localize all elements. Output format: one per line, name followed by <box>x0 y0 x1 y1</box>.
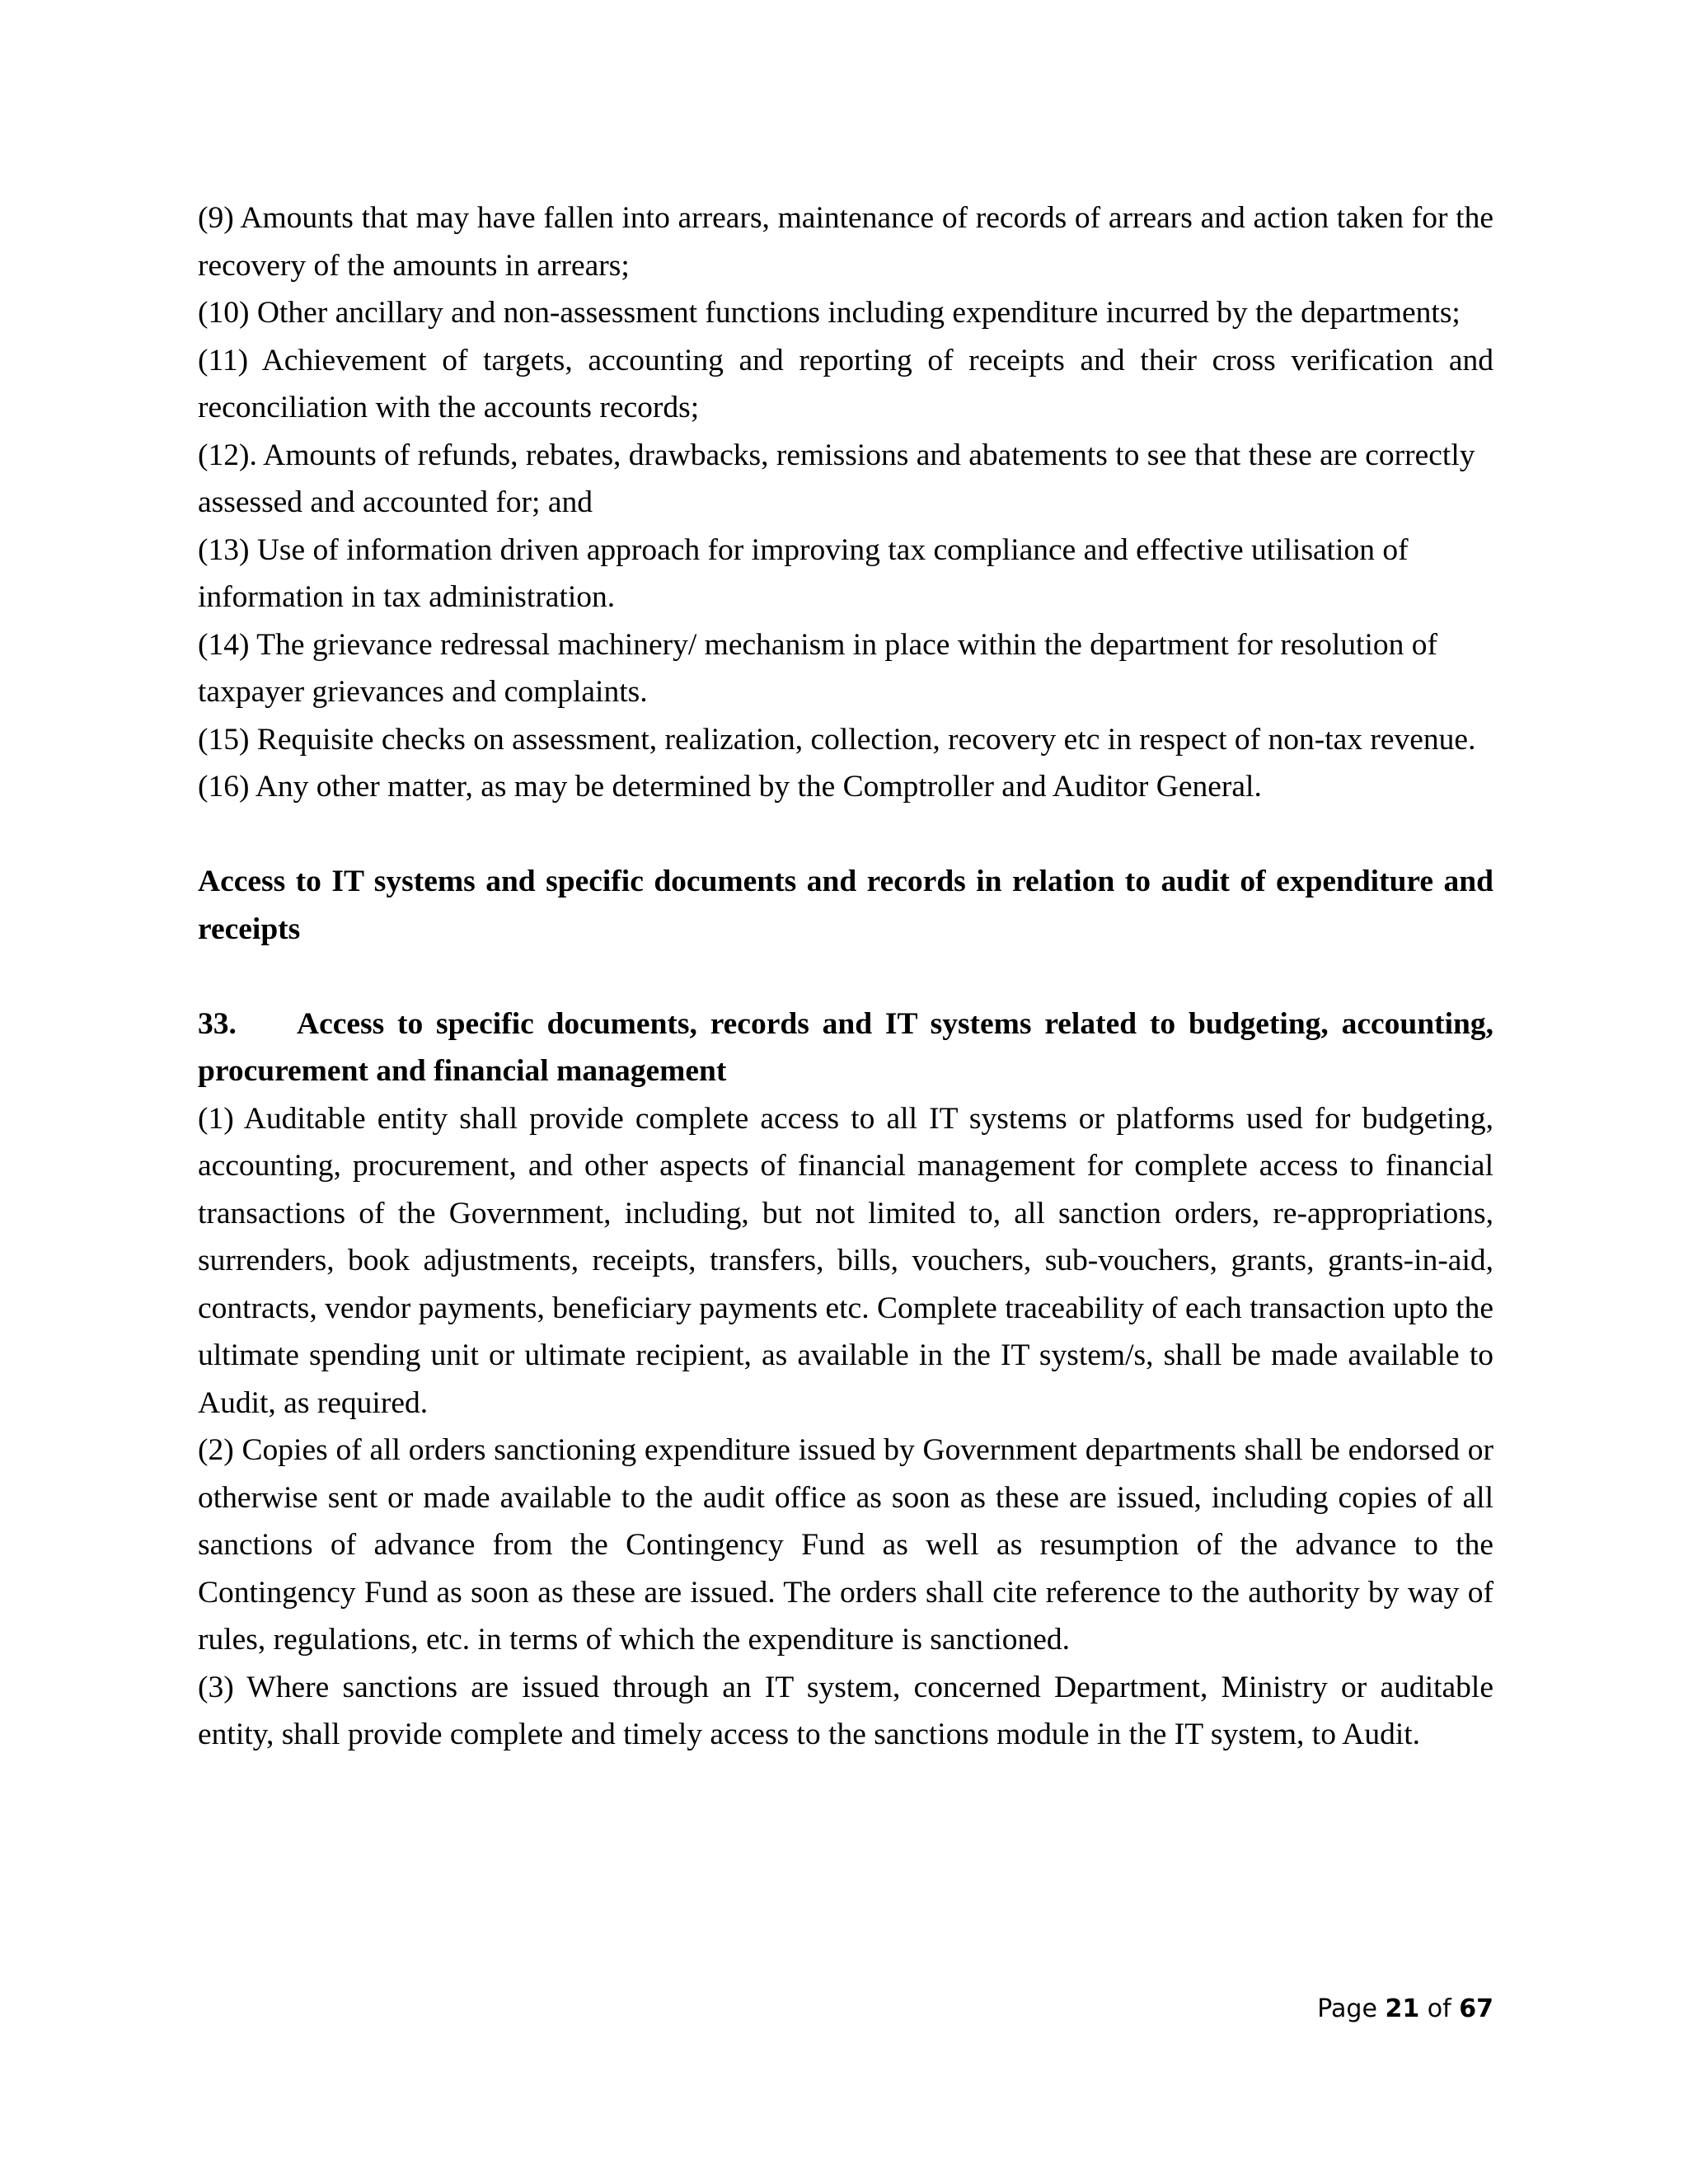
page-number: 21 <box>1385 1994 1420 2023</box>
list-item-13: (13) Use of information driven approach for improving tax compliance and effective utilisation of information in tax administration. <box>198 532 1409 614</box>
list-item-12: (12). Amounts of refunds, rebates, drawbacks, remissions and abatements to see that these are correctly assessed and accounted for; and <box>198 438 1475 519</box>
list-item-11: (11) Achievement of targets, accounting and reporting of receipts and their cross verification and reconciliation with the accounts records; <box>198 343 1493 424</box>
list-item-14: (14) The grievance redressal machinery/ mechanism in place within the department for resolution of taxpayer grievances and complaints. <box>198 627 1437 709</box>
section-title-text: Access to specific documents, records and IT systems related to budgeting, accounting, procurement and financial management <box>198 1006 1493 1088</box>
page-footer <box>1317 1993 1493 2026</box>
total-pages: 67 <box>1459 1994 1493 2023</box>
page-label: Page <box>1317 1994 1377 2023</box>
list-item-15: (15) Requisite checks on assessment, realization, collection, recovery etc in respect of non-tax revenue. <box>198 722 1476 757</box>
section-33-para-1: (1) Auditable entity shall provide complete access to all IT systems or platforms used for budgeting, accounting, procurement, and other aspects of financial management for complete access to financial transactions of the Government, including, but not limited to, all sanction orders, re-appropriations, surrenders, book adjustments, receipts, transfers, bills, vouchers, sub-vouchers, grants, grants-in-aid, contracts, vendor payments, beneficiary payments etc. Complete traceability of each transaction upto the ultimate spending unit or ultimate recipient, as available in the IT system/s, shall be made available to Audit, as required. <box>198 1101 1493 1420</box>
list-item-16: (16) Any other matter, as may be determined by the Comptroller and Auditor General. <box>198 770 1262 804</box>
list-item-10: (10) Other ancillary and non-assessment functions including expenditure incurred by the departments; <box>198 296 1461 330</box>
section-33-title <box>198 1001 1493 1095</box>
section-heading: Access to IT systems and specific documents and records in relation to audit of expenditure and receipts <box>198 865 1493 946</box>
page-body <box>198 194 1493 1759</box>
spacer <box>198 953 1493 1001</box>
section-33-para-3: (3) Where sanctions are issued through an IT system, concerned Department, Ministry or auditable entity, shall provide complete and timely access to the sanctions module in the IT system, to Audit. <box>198 1670 1493 1751</box>
spacer <box>198 811 1493 859</box>
section-33-para-2: (2) Copies of all orders sanctioning expenditure issued by Government departments shall be endorsed or otherwise sent or made available to the audit office as soon as these are issued, including copies of all sanctions of advance from the Contingency Fund as well as resumption of the advance to the Contingency Fund as soon as these are issued. The orders shall cite reference to the authority by way of rules, regulations, etc. in terms of which the expenditure is sanctioned. <box>198 1433 1493 1657</box>
section-number: 33. <box>198 1006 237 1041</box>
of-label: of <box>1427 1994 1451 2023</box>
list-item-9: (9) Amounts that may have fallen into arrears, maintenance of records of arrears and action taken for the recovery of the amounts in arrears; <box>198 201 1493 283</box>
